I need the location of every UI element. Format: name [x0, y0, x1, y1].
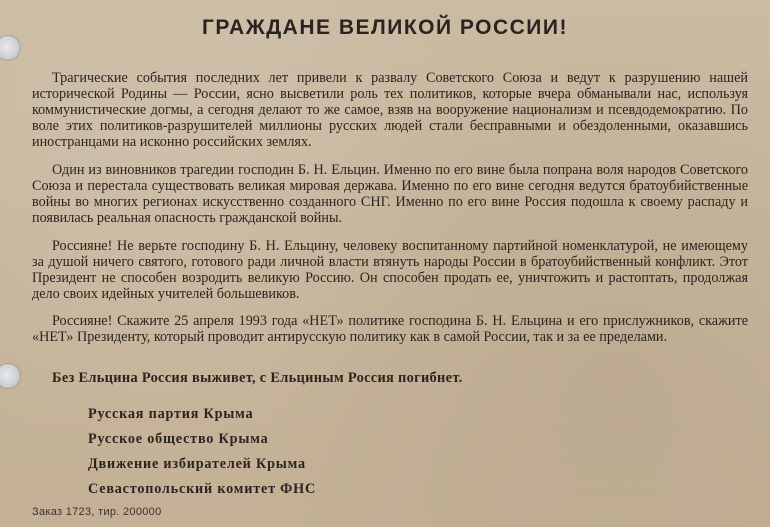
punch-hole: [0, 364, 20, 388]
signatories-list: [88, 406, 316, 506]
paragraph-text: Россияне! Не верьте господину Б. Н. Ельцину, человеку воспитанному партийной номенклатурой, не имеющему за душой ничего святого, готового ради личной власти втянуть народы России в братоубийственный конфликт. Этот Президент не способен возродить великую Россию. Он способен продать ее, уничтожить и растоптать, продолжая дело своих идейных учителей большевиков.: [32, 238, 748, 302]
paragraph-3: [32, 238, 748, 302]
signatory: Русская партия Крыма: [88, 406, 254, 422]
print-info: Заказ 1723, тир. 200000: [32, 506, 162, 518]
page-title: ГРАЖДАНЕ ВЕЛИКОЙ РОССИИ!: [201, 16, 568, 39]
signatory: Движение избирателей Крыма: [88, 456, 306, 472]
paragraph-text: Россияне! Скажите 25 апреля 1993 года «НЕТ» политике господина Б. Н. Ельцина и его прислужников, скажите «НЕТ» Президенту, который проводит антирусскую политику как в самой России, так и за ее пределами.: [32, 313, 748, 345]
paragraph-4: [32, 313, 748, 345]
signatory: Русское общество Крыма: [88, 431, 269, 447]
signatory: Севастопольский комитет ФНС: [88, 481, 317, 497]
paragraph-text: Трагические события последних лет привели к развалу Советского Союза и ведут к разрушению нашей исторической Родины — России, ясно высветили роль тех политиков, которые вчера обманывали нас, используя коммунистические догмы, а сегодня делают то же самое, взяв на вооружение национализм и псевдодемократию. По воле этих политиков-разрушителей миллионы русских людей стали бесправными и обездоленными, оказавшись иностранцами на исконно российских землях.: [32, 70, 748, 150]
slogan: Без Ельцина Россия выживет, с Ельциным Россия погибнет.: [52, 370, 463, 386]
paragraph-text: Один из виновников трагедии господин Б. Н. Ельцин. Именно по его вине была попрана воля народов Советского Союза и перестала существовать великая мировая держава. Именно по его вине сегодня ведутся братоубийственные войны во многих регионах искусственно созданного СНГ. Именно по его вине Россия подошла к своему распаду и появилась реальная опасность гражданской войны.: [32, 162, 748, 226]
paragraph-1: [32, 70, 748, 150]
paragraph-2: [32, 162, 748, 226]
